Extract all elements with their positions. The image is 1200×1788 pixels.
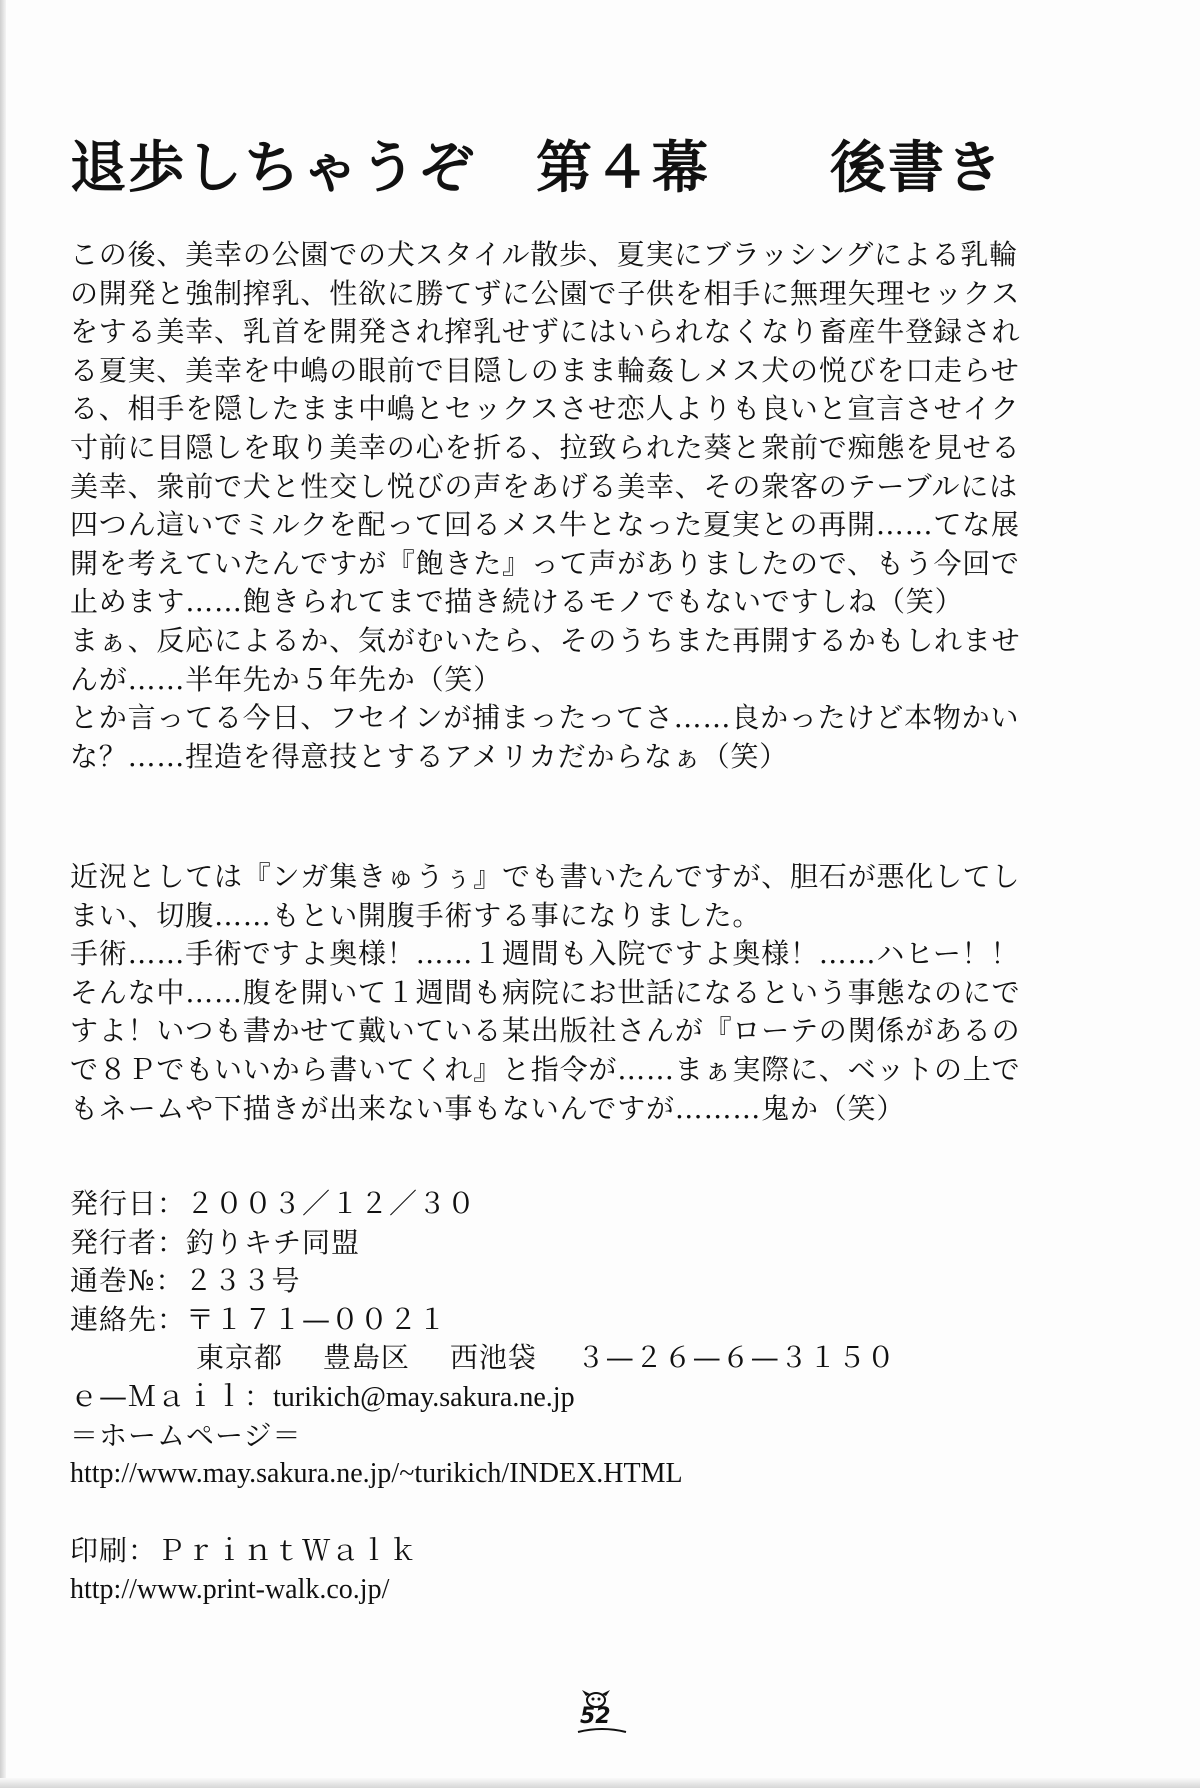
- text-line: 美幸、衆前で犬と性交し悦びの声をあげる美幸、その衆客のテーブルには: [70, 469, 1018, 503]
- text-line: もネームや下描きが出来ない事もないんですが………鬼か（笑）: [70, 1091, 906, 1125]
- text-line: 止めます……飽きられてまで描き続けるモノでもないですしね（笑）: [70, 585, 964, 619]
- title-episode: 第４幕: [536, 135, 710, 201]
- text-line: る、相手を隠したまま中嶋とセックスさせ恋人よりも良いと宣言させイク: [70, 392, 1020, 426]
- text-line: 四つん這いでミルクを配って回るメス牛となった夏実との再開……てな展: [70, 508, 1020, 542]
- address-area: 西池袋: [449, 1341, 537, 1375]
- text-line: んが……半年先か５年先か（笑）: [70, 662, 503, 696]
- contact-postal-code: 連絡先：〒１７１—００２１: [70, 1302, 448, 1336]
- email-address: turikich@may.sakura.ne.jp: [273, 1381, 575, 1413]
- text-line: 開を考えていたんですが『飽きた』って声がありましたので、もう今回で: [70, 546, 1020, 580]
- homepage-label: ＝ホームページ＝: [70, 1418, 302, 1452]
- text-line: の開発と強制搾乳、性欲に勝てずに公園で子供を相手に無理矢理セックス: [70, 276, 1021, 310]
- text-line: な？……捏造を得意技とするアメリカだからなぁ（笑）: [70, 739, 789, 773]
- page-bottom-edge: [0, 1778, 1200, 1788]
- text-line: 近況としては『ンガ集きゅうぅ』でも書いたんですが、胆石が悪化してし: [70, 860, 1021, 893]
- text-line: 手術……手術ですよ奥様！……１週間も入院ですよ奥様！……ハヒー！！: [70, 937, 1020, 971]
- address-prefecture: 東京都: [196, 1341, 284, 1375]
- afterword-paragraph-1: [70, 236, 1130, 776]
- afterword-paragraph-2: [70, 858, 1130, 1128]
- page-number: [572, 1688, 632, 1736]
- publisher: 発行者：釣りキチ同盟: [70, 1225, 361, 1259]
- text-line: をする美幸、乳首を開発され搾乳せずにはいられなくなり畜産牛登録され: [70, 315, 1021, 349]
- page-title: [70, 128, 1150, 208]
- page-number-text: 52: [580, 1704, 611, 1729]
- text-line: で８Ｐでもいいから書いてくれ』と指令が……まぁ実際に、ベットの上で: [70, 1052, 1021, 1086]
- page-left-edge: [0, 0, 6, 1788]
- text-line: まい、切腹……もとい開腹手術する事になりました。: [70, 898, 762, 932]
- colophon: [70, 1185, 1130, 1610]
- text-line: すよ！いつも書かせて戴いている某出版社さんが『ローテの関係があるの: [70, 1014, 1021, 1048]
- publish-date: 発行日：２００３／１２／３０: [70, 1187, 477, 1220]
- text-line: 寸前に目隠しを取り美幸の心を折る、拉致られた葵と衆前で痴態を見せる: [70, 430, 1021, 464]
- text-line: る夏実、美幸を中嶋の眼前で目隠しのまま輪姦しメス犬の悦びを口走らせ: [70, 353, 1020, 387]
- text-line: そんな中……腹を開いて１週間も病院にお世話になるという事態なのにで: [70, 975, 1021, 1009]
- text-line: とか言ってる今日、フセインが捕まったってさ……良かったけど本物かい: [70, 701, 1020, 735]
- address-number: ３—２６—６—３１５０: [576, 1341, 896, 1375]
- email-label: ｅ—Ｍａｉｌ：: [70, 1379, 274, 1413]
- title-series: 退歩しちゃうぞ: [70, 135, 476, 201]
- printer: 印刷：ＰｒｉｎｔＷａｌｋ: [70, 1534, 419, 1568]
- email-row: [70, 1378, 1130, 1417]
- contact-address: [70, 1339, 1130, 1378]
- title-afterword: 後書き: [830, 135, 1004, 201]
- issue-number: 通巻№：２３３号: [70, 1264, 301, 1298]
- text-line: まぁ、反応によるか、気がむいたら、そのうちまた再開するかもしれませ: [70, 623, 1021, 657]
- address-ward: 豊島区: [322, 1341, 410, 1375]
- text-line: この後、美幸の公園での犬スタイル散歩、夏実にブラッシングによる乳輪: [70, 238, 1019, 271]
- homepage-url: http://www.may.sakura.ne.jp/~turikich/INDEX.HTML: [70, 1458, 683, 1490]
- printer-url: http://www.print-walk.co.jp/: [70, 1573, 390, 1605]
